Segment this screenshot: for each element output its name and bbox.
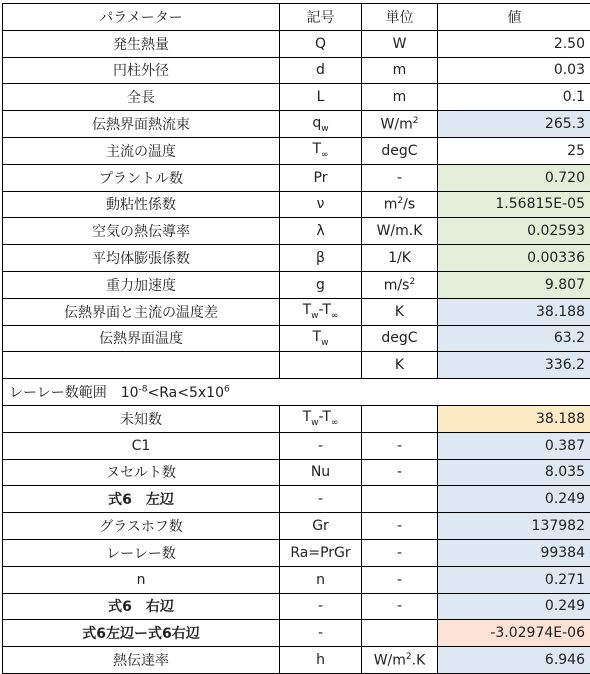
value-cell[interactable]: 0.271: [438, 566, 590, 593]
unit-main: W: [393, 36, 407, 52]
param-cell[interactable]: 伝熱界面熱流束: [3, 111, 280, 138]
unit-cell[interactable]: [362, 566, 438, 593]
symbol-cell[interactable]: [280, 620, 362, 647]
value-cell[interactable]: 63.2: [438, 325, 590, 352]
param-cell[interactable]: 発生熱量: [3, 30, 280, 57]
symbol-main: Gr: [312, 518, 329, 534]
symbol-cell[interactable]: [280, 164, 362, 191]
param-cell[interactable]: プラントル数: [3, 164, 280, 191]
symbol-cell[interactable]: [280, 593, 362, 620]
table-row: [3, 218, 590, 245]
param-cell[interactable]: 主流の温度: [3, 137, 280, 164]
symbol-main: T: [303, 409, 312, 425]
unit-cell[interactable]: [362, 164, 438, 191]
symbol-main: L: [317, 89, 325, 105]
unit-cell[interactable]: [362, 620, 438, 647]
param-cell[interactable]: 式6 右辺: [3, 593, 280, 620]
unit-main: degC: [381, 330, 417, 346]
value-cell[interactable]: 0.00336: [438, 245, 590, 272]
unit-cell[interactable]: [362, 539, 438, 566]
value-cell[interactable]: 137982: [438, 513, 590, 540]
symbol-cell[interactable]: [280, 57, 362, 84]
unit-main: -: [397, 572, 402, 588]
symbol-main: T: [313, 329, 322, 345]
symbol-mid: -T: [319, 302, 331, 318]
param-cell[interactable]: 重力加速度: [3, 271, 280, 298]
symbol-cell[interactable]: [280, 30, 362, 57]
note-empty-value-cell[interactable]: [438, 379, 590, 406]
value-cell[interactable]: 0.249: [438, 593, 590, 620]
table-row: [3, 245, 590, 272]
param-cell[interactable]: 式6左辺ー式6右辺: [3, 620, 280, 647]
param-cell[interactable]: ヌセルト数: [3, 459, 280, 486]
symbol-cell[interactable]: [280, 539, 362, 566]
symbol-cell[interactable]: [280, 647, 362, 674]
unit-cell[interactable]: [362, 191, 438, 218]
table-row: [3, 298, 590, 325]
param-cell[interactable]: 式6 左辺: [3, 486, 280, 513]
unit-cell[interactable]: [362, 137, 438, 164]
table-row: [3, 432, 590, 459]
symbol-cell[interactable]: [280, 111, 362, 138]
unit-cell[interactable]: [362, 459, 438, 486]
symbol-subscript: w: [311, 311, 318, 321]
unit-main: K: [395, 304, 404, 320]
symbol-cell[interactable]: [280, 432, 362, 459]
symbol-cell[interactable]: [280, 84, 362, 111]
unit-cell[interactable]: [362, 245, 438, 272]
parameter-table: [2, 3, 590, 674]
unit-superscript: 2: [413, 116, 419, 126]
value-cell[interactable]: 99384: [438, 539, 590, 566]
value-cell[interactable]: 0.02593: [438, 218, 590, 245]
symbol-main: Ra=PrGr: [290, 545, 350, 561]
table-row: [3, 191, 590, 218]
symbol-main: Q: [315, 36, 326, 52]
table-row: [3, 486, 590, 513]
value-cell[interactable]: 38.188: [438, 298, 590, 325]
unit-main: m: [393, 62, 407, 78]
unit-cell[interactable]: [362, 593, 438, 620]
symbol-cell[interactable]: [280, 271, 362, 298]
value-cell[interactable]: 25: [438, 137, 590, 164]
unit-main: 1/K: [388, 250, 411, 266]
value-cell[interactable]: 0.1: [438, 84, 590, 111]
unit-superscript: 2: [397, 196, 403, 206]
symbol-main: Nu: [311, 464, 330, 480]
table-row: [3, 593, 590, 620]
symbol-cell[interactable]: [280, 352, 362, 379]
symbol-cell[interactable]: [280, 486, 362, 513]
symbol-main: -: [318, 598, 323, 614]
table-row: [3, 84, 590, 111]
symbol-subscript-2: ∞: [331, 311, 339, 321]
unit-main: -: [397, 545, 402, 561]
param-cell[interactable]: [3, 352, 280, 379]
table-row: [3, 647, 590, 674]
value-cell[interactable]: 0.720: [438, 164, 590, 191]
value-cell[interactable]: 2.50: [438, 30, 590, 57]
note-empty-unit-cell[interactable]: [362, 379, 438, 406]
table-row: [3, 539, 590, 566]
symbol-subscript: w: [321, 123, 328, 133]
param-cell[interactable]: 全長: [3, 84, 280, 111]
header-param[interactable]: パラメーター: [3, 4, 280, 31]
symbol-main: h: [316, 652, 325, 668]
value-cell[interactable]: 38.188: [438, 405, 590, 432]
value-cell[interactable]: 0.249: [438, 486, 590, 513]
param-cell[interactable]: 円柱外径: [3, 57, 280, 84]
unit-main: -: [397, 518, 402, 534]
param-cell[interactable]: 空気の熱伝導率: [3, 218, 280, 245]
symbol-main: β: [316, 250, 325, 266]
value-cell[interactable]: 0.03: [438, 57, 590, 84]
unit-main: -: [397, 170, 402, 186]
symbol-cell[interactable]: [280, 191, 362, 218]
unit-main: W/m: [374, 652, 406, 668]
value-cell[interactable]: 265.3: [438, 111, 590, 138]
param-cell[interactable]: グラスホフ数: [3, 513, 280, 540]
unit-cell[interactable]: [362, 111, 438, 138]
symbol-cell[interactable]: [280, 459, 362, 486]
param-cell[interactable]: 平均体膨張係数: [3, 245, 280, 272]
table-row: [3, 111, 590, 138]
param-cell[interactable]: 未知数: [3, 405, 280, 432]
table-row: [3, 566, 590, 593]
symbol-main: -: [318, 491, 323, 507]
value-cell[interactable]: 9.807: [438, 271, 590, 298]
note-exponent-1: -8: [139, 384, 148, 394]
unit-cell[interactable]: [362, 513, 438, 540]
table-row: [3, 620, 590, 647]
param-cell[interactable]: n: [3, 566, 280, 593]
symbol-cell[interactable]: [280, 325, 362, 352]
symbol-main: λ: [316, 223, 324, 239]
param-cell[interactable]: C1: [3, 432, 280, 459]
unit-cell[interactable]: [362, 30, 438, 57]
symbol-main: -: [318, 625, 323, 641]
unit-main: -: [397, 464, 402, 480]
note-text: レーレー数範囲 10: [9, 385, 139, 401]
unit-main: -: [397, 438, 402, 454]
unit-cell[interactable]: [362, 218, 438, 245]
symbol-subscript-2: ∞: [331, 418, 339, 428]
symbol-main: -: [318, 438, 323, 454]
header-value[interactable]: 値: [438, 4, 590, 31]
symbol-cell[interactable]: [280, 513, 362, 540]
unit-superscript: 2: [406, 652, 412, 662]
unit-cell[interactable]: [362, 486, 438, 513]
unit-cell[interactable]: [362, 298, 438, 325]
value-cell[interactable]: -3.02974E-06: [438, 620, 590, 647]
value-cell[interactable]: 8.035: [438, 459, 590, 486]
rayleigh-range-note-row: [3, 379, 590, 406]
unit-cell[interactable]: [362, 84, 438, 111]
table-row: [3, 164, 590, 191]
table-row: [3, 137, 590, 164]
unit-cell[interactable]: [362, 325, 438, 352]
symbol-subscript: w: [311, 418, 318, 428]
unit-cell[interactable]: [362, 271, 438, 298]
symbol-main: Pr: [314, 170, 328, 186]
unit-main: -: [397, 598, 402, 614]
header-row: [3, 4, 590, 31]
value-cell[interactable]: 0.387: [438, 432, 590, 459]
rayleigh-range-note[interactable]: [3, 379, 362, 406]
unit-main: m/s: [384, 277, 410, 293]
note-exponent-2: 6: [224, 384, 230, 394]
unit-suffix: .K: [412, 652, 426, 668]
header-symbol[interactable]: 記号: [280, 4, 362, 31]
unit-cell[interactable]: [362, 647, 438, 674]
unit-cell[interactable]: [362, 432, 438, 459]
table-row: [3, 405, 590, 432]
symbol-cell[interactable]: [280, 137, 362, 164]
symbol-main: d: [316, 62, 325, 78]
header-unit[interactable]: 単位: [362, 4, 438, 31]
unit-cell[interactable]: [362, 405, 438, 432]
value-cell[interactable]: 6.946: [438, 647, 590, 674]
table-row: [3, 459, 590, 486]
table-row: [3, 352, 590, 379]
unit-main: W/m: [381, 116, 413, 132]
param-cell[interactable]: 伝熱界面と主流の温度差: [3, 298, 280, 325]
param-cell[interactable]: 熱伝達率: [3, 647, 280, 674]
symbol-subscript: ∞: [321, 150, 329, 160]
symbol-cell[interactable]: [280, 298, 362, 325]
value-cell[interactable]: 1.56815E-05: [438, 191, 590, 218]
table-row: [3, 57, 590, 84]
symbol-main: n: [316, 572, 325, 588]
unit-main: K: [395, 357, 404, 373]
symbol-cell[interactable]: [280, 566, 362, 593]
symbol-cell[interactable]: [280, 405, 362, 432]
unit-main: W/m.K: [377, 223, 423, 239]
unit-cell[interactable]: [362, 57, 438, 84]
unit-suffix: /s: [403, 197, 415, 213]
symbol-main: q: [312, 115, 321, 131]
param-cell[interactable]: 動粘性係数: [3, 191, 280, 218]
symbol-cell[interactable]: [280, 218, 362, 245]
symbol-subscript: w: [321, 338, 328, 348]
value-cell[interactable]: 336.2: [438, 352, 590, 379]
table-row: [3, 325, 590, 352]
symbol-cell[interactable]: [280, 245, 362, 272]
symbol-mid: -T: [319, 409, 331, 425]
table-row: [3, 271, 590, 298]
unit-superscript: 2: [409, 277, 415, 287]
symbol-main: T: [312, 141, 321, 157]
unit-main: m: [393, 89, 407, 105]
note-middle: <Ra<5x10: [148, 385, 224, 401]
symbol-main: ν: [317, 196, 325, 212]
symbol-main: T: [303, 302, 312, 318]
symbol-main: g: [316, 277, 325, 293]
unit-main: degC: [381, 143, 417, 159]
parameter-table-body: [3, 4, 590, 674]
table-row: [3, 513, 590, 540]
unit-cell[interactable]: [362, 352, 438, 379]
param-cell[interactable]: 伝熱界面温度: [3, 325, 280, 352]
param-cell[interactable]: レーレー数: [3, 539, 280, 566]
unit-main: m: [384, 197, 398, 213]
table-row: [3, 30, 590, 57]
